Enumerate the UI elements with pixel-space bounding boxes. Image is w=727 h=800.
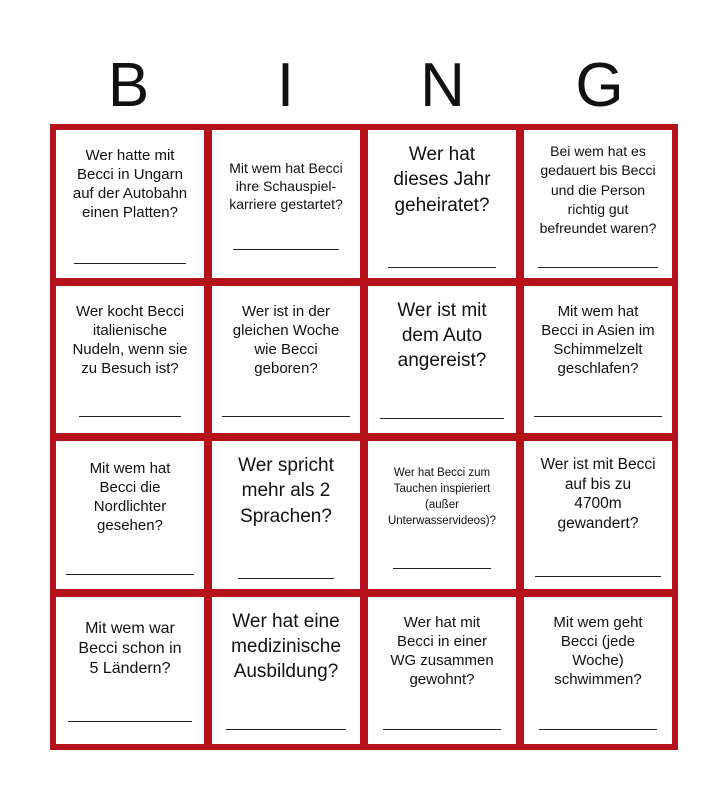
bingo-cell <box>368 286 516 434</box>
bingo-cell <box>368 130 516 278</box>
cell-question: Bei wem hat es gedauert bis Becci und die Person richtig gut befreundet waren? <box>539 143 657 237</box>
bingo-cell <box>212 597 360 745</box>
answer-line <box>534 416 662 417</box>
bingo-cell <box>524 597 672 745</box>
answer-line <box>393 568 491 569</box>
header-letter-n: N <box>420 51 465 120</box>
cell-question: Mit wem hat Becci in Asien im Schimmelzelt geschlafen? <box>541 302 655 377</box>
answer-line <box>380 418 504 419</box>
bingo-cell <box>368 597 516 745</box>
bingo-grid <box>50 124 678 750</box>
bingo-cell <box>212 286 360 434</box>
bingo-cell <box>524 286 672 434</box>
bingo-cell <box>524 130 672 278</box>
header-letter-i: I <box>276 51 295 120</box>
answer-line <box>79 416 181 417</box>
cell-question: Mit wem hat Becci die Nordlichter gesehen? <box>89 460 171 535</box>
cell-question: Wer kocht Becci italienische Nudeln, wenn sie zu Besuch ist? <box>72 302 188 377</box>
answer-line <box>535 576 661 577</box>
cell-question: Wer hat Becci zum Tauchen inspieriert (außer Unterwasservideos)? <box>387 467 496 528</box>
header-letter-g: G <box>575 51 624 120</box>
header-letter-b: B <box>107 51 150 120</box>
bingo-cell <box>56 130 204 278</box>
cell-question: Mit wem war Becci schon in 5 Ländern? <box>78 619 182 678</box>
cell-question: Mit wem geht Becci (jede Woche) schwimmen? <box>553 613 643 688</box>
answer-line <box>226 729 346 730</box>
answer-line <box>388 267 496 268</box>
bingo-cell <box>212 130 360 278</box>
cell-question: Wer hat eine medizinische Ausbildung? <box>231 610 341 683</box>
answer-line <box>233 249 339 250</box>
cell-question: Mit wem hat Becci ihre Schauspiel- karriere gestartet? <box>229 160 343 212</box>
bingo-cell <box>212 441 360 589</box>
cell-question: Wer ist in der gleichen Woche wie Becci geboren? <box>232 302 340 377</box>
answer-line <box>238 578 334 579</box>
cell-question: Wer hat mit Becci in einer WG zusammen gewohnt? <box>390 613 494 688</box>
cell-question: Wer spricht mehr als 2 Sprachen? <box>238 455 334 527</box>
answer-line <box>222 416 350 417</box>
bingo-cell <box>56 441 204 589</box>
cell-question: Wer hatte mit Becci in Ungarn auf der Autobahn einen Platten? <box>72 147 188 222</box>
bingo-header <box>50 48 678 124</box>
answer-line <box>66 574 194 575</box>
answer-line <box>74 263 186 264</box>
bingo-cell <box>368 441 516 589</box>
answer-line <box>538 267 658 268</box>
cell-question: Wer ist mit dem Auto angereist? <box>397 299 487 372</box>
bingo-cell <box>56 597 204 745</box>
answer-line <box>383 729 501 730</box>
bingo-cell <box>524 441 672 589</box>
cell-question: Wer ist mit Becci auf bis zu 4700m gewandert? <box>540 456 656 533</box>
answer-line <box>68 721 192 722</box>
cell-question: Wer hat dieses Jahr geheiratet? <box>393 144 491 216</box>
answer-line <box>539 729 657 730</box>
bingo-cell <box>56 286 204 434</box>
